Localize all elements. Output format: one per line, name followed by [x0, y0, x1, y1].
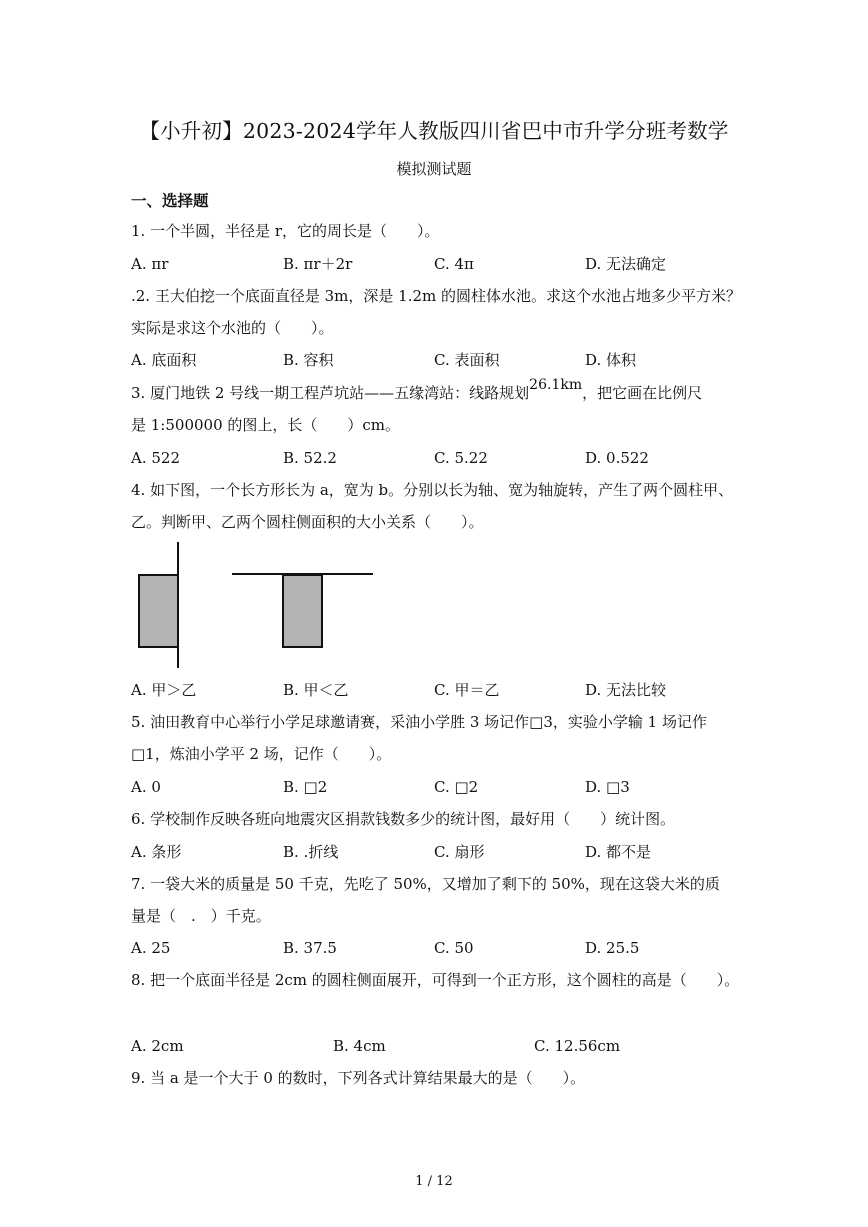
question-5-option-c: C. □2 — [434, 778, 479, 796]
question-1-option-b: B. πr＋2r — [283, 255, 353, 273]
question-7-option-b: B. 37.5 — [283, 939, 337, 957]
question-2-text-line-1: .2. 王大伯挖一个底面直径是 3m，深是 1.2m 的圆柱体水池。求这个水池占地多少平方米？ — [131, 287, 742, 305]
question-8-option-a: A. 2cm — [131, 1037, 184, 1055]
question-1-option-d: D. 无法确定 — [585, 255, 667, 273]
question-4-option-d: D. 无法比较 — [585, 681, 667, 699]
question-6-text: 6. 学校制作反映各班向地震灾区捐款钱数多少的统计图，最好用（ ）统计图。 — [131, 810, 676, 828]
question-5-option-b: B. □2 — [283, 778, 328, 796]
question-6-option-a: A. 条形 — [131, 843, 182, 861]
question-8-option-c: C. 12.56cm — [534, 1037, 621, 1055]
question-2-option-d: D. 体积 — [585, 351, 637, 369]
rectangle-left — [139, 575, 178, 647]
question-6-option-c: C. 扇形 — [434, 843, 485, 861]
section-heading: 一、选择题 — [131, 192, 209, 210]
question-4-text-line-2: 乙。判断甲、乙两个圆柱侧面积的大小关系（ ）。 — [131, 513, 484, 531]
question-4-text-line-1: 4. 如下图，一个长方形长为 a，宽为 b。分别以长为轴、宽为轴旋转，产生了两个圆柱甲、 — [131, 481, 734, 499]
question-2-option-b: B. 容积 — [283, 351, 334, 369]
document-subtitle: 模拟测试题 — [396, 160, 472, 178]
question-7-text-line-2: 量是（ . ）千克。 — [131, 907, 271, 925]
question-7-option-d: D. 25.5 — [585, 939, 640, 957]
question-3-text-post: ，把它画在比例尺 — [582, 384, 703, 402]
question-5-text-line-1: 5. 油田教育中心举行小学足球邀请赛，采油小学胜 3 场记作□3，实验小学输 1 场记作 — [131, 713, 707, 731]
question-5-text-line-2: □1，炼油小学平 2 场，记作（ ）。 — [131, 745, 392, 763]
question-4-option-c: C. 甲＝乙 — [434, 681, 500, 699]
question-3-text-pre: 3. 厦门地铁 2 号线一期工程芦坑站——五缘湾站：线路规划 — [131, 384, 530, 402]
question-1-option-c: C. 4π — [434, 255, 474, 273]
question-4-option-b: B. 甲＜乙 — [283, 681, 349, 699]
question-9-text: 9. 当 a 是一个大于 0 的数时，下列各式计算结果最大的是（ ）。 — [131, 1069, 586, 1087]
question-3-distance-value: 26.1km — [529, 377, 583, 393]
question-6-option-b: B. .折线 — [283, 843, 339, 861]
question-3-option-d: D. 0.522 — [585, 449, 649, 467]
question-5-option-d: D. □3 — [585, 778, 630, 796]
question-8-text: 8. 把一个底面半径是 2cm 的圆柱侧面展开，可得到一个正方形，这个圆柱的高是（ ）。 — [131, 971, 740, 989]
question-7-option-c: C. 50 — [434, 939, 474, 957]
question-7-option-a: A. 25 — [131, 939, 171, 957]
page-number: 1 / 12 — [415, 1174, 453, 1189]
question-5-option-a: A. 0 — [131, 778, 161, 796]
question-8-option-b: B. 4cm — [333, 1037, 386, 1055]
question-4-option-a: A. 甲＞乙 — [131, 681, 197, 699]
question-3-option-c: C. 5.22 — [434, 449, 488, 467]
question-6-option-d: D. 都不是 — [585, 843, 652, 861]
question-7-text-line-1: 7. 一袋大米的质量是 50 千克，先吃了 50%，又增加了剩下的 50%，现在这袋大米的质 — [131, 875, 720, 893]
question-1-text: 1. 一个半圆，半径是 r，它的周长是（ ）。 — [131, 222, 440, 240]
question-3-option-a: A. 522 — [131, 449, 180, 467]
question-1-option-a: A. πr — [131, 255, 169, 273]
question-3-option-b: B. 52.2 — [283, 449, 337, 467]
question-2-text-line-2: 实际是求这个水池的（ ）。 — [131, 319, 334, 337]
document-title: 【小升初】2023-2024学年人教版四川省巴中市升学分班考数学 — [139, 119, 729, 143]
question-3-text-line-2: 是 1:500000 的图上，长（ ）cm。 — [131, 416, 401, 434]
question-2-option-a: A. 底面积 — [131, 351, 197, 369]
rectangle-right — [283, 575, 322, 647]
question-2-option-c: C. 表面积 — [434, 351, 500, 369]
